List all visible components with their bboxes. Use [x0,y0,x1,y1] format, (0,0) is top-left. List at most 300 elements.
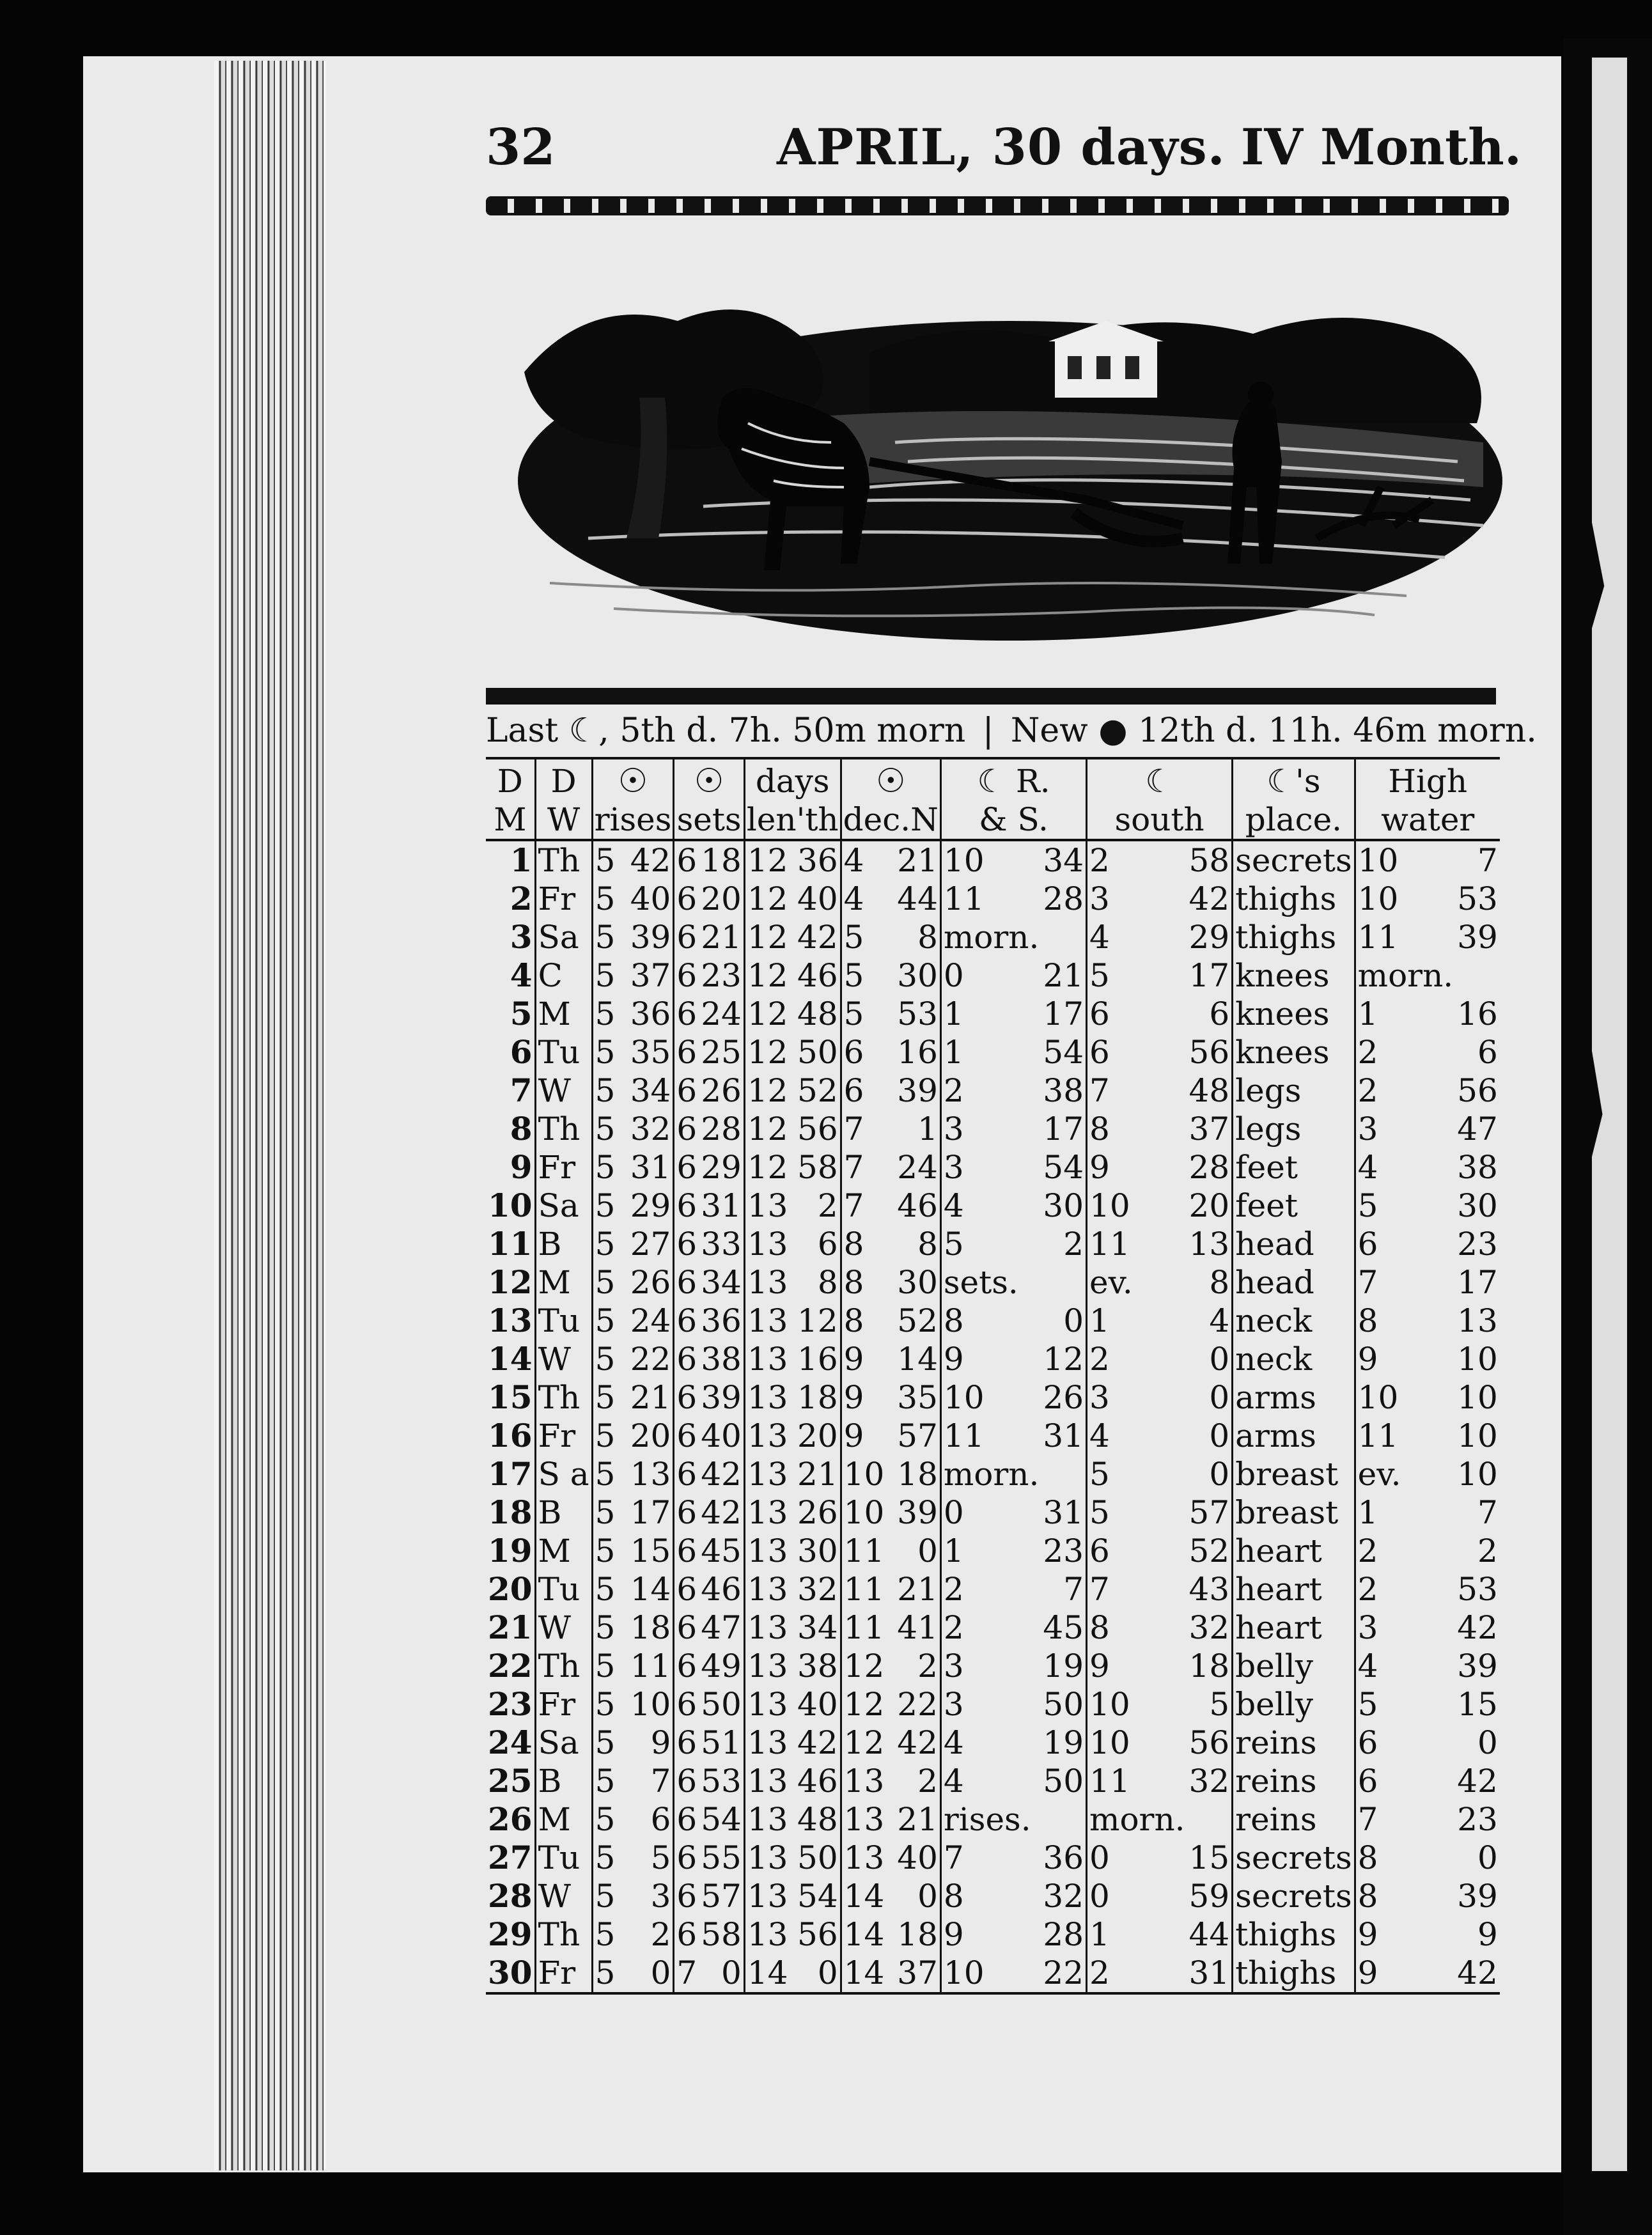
high-water-min-cell: 17 [1457,1264,1498,1301]
sun-rises-hour-cell: 5 [592,1187,622,1225]
moon-rs-hour-cell: 3 [940,1647,1041,1685]
moon-south-hour-cell: 2 [1087,1954,1187,1993]
sun-sets-min-cell: 55 [701,1839,742,1876]
day-of-month-cell: 12 [488,1263,533,1301]
day-of-month-cell: 13 [488,1302,533,1339]
moon-rs-hour-cell: 10 [940,840,1041,880]
day-length-hour-cell: 13 [744,1225,792,1263]
day-length-min-cell: 56 [797,1916,838,1953]
sun-dec-min-cell: 42 [897,1724,938,1761]
moon-place-cell: feet [1233,1148,1355,1187]
moon-rs-min-cell: 23 [1043,1532,1084,1569]
moon-rs-min-cell: 32 [1043,1878,1084,1915]
moon-rs-min-cell: 17 [1043,995,1084,1032]
day-of-month-cell: 27 [488,1839,533,1876]
day-length-min-cell: 50 [797,1034,838,1071]
sun-rises-hour-cell: 5 [592,1685,622,1724]
sun-sets-min-cell: 23 [701,957,742,994]
day-length-min-cell: 58 [797,1149,838,1186]
high-water-min-cell: 10 [1457,1456,1498,1493]
day-of-week-cell: Tu [535,1302,592,1340]
sun-sets-hour-cell: 6 [674,1493,699,1532]
day-length-hour-cell: 13 [744,1800,792,1839]
sun-rises-hour-cell: 5 [592,1915,622,1954]
high-water-min-cell: 42 [1457,1763,1498,1800]
sun-dec-min-cell: 18 [897,1916,938,1953]
day-length-min-cell: 48 [797,1801,838,1838]
high-water-hour-cell: 2 [1355,1071,1455,1110]
high-water-min-cell: 47 [1457,1110,1498,1148]
day-of-month-cell: 9 [510,1148,533,1186]
sun-sets-min-cell: 39 [701,1379,742,1416]
moon-rs-min-cell: 21 [1043,957,1084,994]
moon-south-min-cell: 17 [1188,957,1230,994]
high-water-hour-cell: 3 [1355,1110,1455,1148]
sun-sets-hour-cell: 6 [674,1915,699,1954]
sun-dec-min-cell: 0 [917,1878,938,1915]
day-length-hour-cell: 13 [744,1724,792,1762]
sun-rises-hour-cell: 5 [592,880,622,918]
col-moon-south-head: ☾ [1087,758,1233,800]
sun-dec-min-cell: 30 [897,1264,938,1301]
sun-sets-hour-cell: 6 [674,1800,699,1839]
moon-rs-min-cell: 26 [1043,1379,1084,1416]
moon-south-min-cell: 8 [1209,1264,1230,1301]
moon-south-min-cell: 56 [1188,1724,1230,1761]
sun-rises-hour-cell: 5 [592,995,622,1033]
table-row [486,1378,1500,1417]
moon-place-cell: arms [1233,1378,1355,1417]
moon-rs-hour-cell: 2 [940,1570,1041,1608]
sun-rises-min-cell: 39 [630,919,671,956]
day-of-week-cell: Th [535,1915,592,1954]
moon-rs-min-cell: 7 [1063,1571,1084,1608]
moon-rs-hour-cell: rises. [940,1800,1041,1839]
moon-south-hour-cell: 11 [1087,1762,1187,1800]
high-water-min-cell: 39 [1457,1647,1498,1685]
sun-dec-min-cell: 8 [917,919,938,956]
moon-rs-hour-cell: 5 [940,1225,1041,1263]
table-row [486,918,1500,956]
day-length-min-cell: 40 [797,880,838,917]
moon-south-min-cell: 29 [1188,919,1230,956]
moon-rs-min-cell: 30 [1043,1187,1084,1224]
sun-rises-min-cell: 34 [630,1072,671,1109]
sun-sets-hour-cell: 6 [674,1685,699,1724]
sun-dec-min-cell: 16 [897,1034,938,1071]
sun-sets-min-cell: 38 [701,1341,742,1378]
high-water-hour-cell: 6 [1355,1724,1455,1762]
moon-rs-min-cell: 19 [1043,1647,1084,1685]
moon-place-cell: thighs [1233,1915,1355,1954]
col-dm-sub: M [486,800,535,840]
moon-place-cell: knees [1233,1033,1355,1071]
sun-sets-hour-cell: 6 [674,995,699,1033]
moon-south-hour-cell: 0 [1087,1877,1187,1915]
moon-place-cell: neck [1233,1340,1355,1378]
sun-dec-deg-cell: 14 [841,1954,888,1993]
sun-dec-min-cell: 14 [897,1341,938,1378]
sun-dec-min-cell: 30 [897,957,938,994]
moon-rs-min-cell [1041,918,1086,956]
sun-dec-min-cell: 52 [897,1302,938,1339]
sun-dec-deg-cell: 6 [841,1071,888,1110]
day-of-month-cell: 10 [488,1187,533,1224]
sun-rises-min-cell: 37 [630,957,671,994]
high-water-hour-cell: 10 [1355,880,1455,918]
moon-rs-min-cell: 17 [1043,1110,1084,1148]
col-high-water-sub: water [1355,800,1500,840]
table-row [486,1724,1500,1762]
day-of-week-cell: S a [535,1455,592,1493]
sun-dec-deg-cell: 8 [841,1302,888,1340]
day-length-hour-cell: 12 [744,840,792,880]
day-of-week-cell: B [535,1493,592,1532]
sun-sets-hour-cell: 6 [674,1187,699,1225]
moon-rs-hour-cell: 1 [940,995,1041,1033]
day-of-week-cell: Th [535,1378,592,1417]
sun-dec-min-cell: 46 [897,1187,938,1224]
day-of-week-cell: Fr [535,1954,592,1993]
day-length-min-cell: 46 [797,957,838,994]
high-water-min-cell: 38 [1457,1149,1498,1186]
day-of-week-cell: Th [535,840,592,880]
table-row [486,1877,1500,1915]
moon-south-hour-cell: ev. [1087,1263,1187,1302]
moon-place-cell: secrets [1233,1877,1355,1915]
day-length-hour-cell: 13 [744,1340,792,1378]
day-of-week-cell: Tu [535,1033,592,1071]
sun-sets-min-cell: 51 [701,1724,742,1761]
sun-sets-min-cell: 28 [701,1110,742,1148]
high-water-min-cell: 7 [1477,1494,1498,1531]
sun-sets-hour-cell: 6 [674,1071,699,1110]
moon-south-min-cell: 0 [1209,1417,1230,1454]
day-length-min-cell: 42 [797,919,838,956]
moon-rs-hour-cell: 9 [940,1915,1041,1954]
sun-sets-hour-cell: 6 [674,1148,699,1187]
moon-place-cell: thighs [1233,880,1355,918]
day-of-week-cell: Fr [535,1148,592,1187]
sun-rises-min-cell: 15 [630,1532,671,1569]
table-row [486,1071,1500,1110]
high-water-hour-cell: 1 [1355,995,1455,1033]
sun-rises-hour-cell: 5 [592,1302,622,1340]
sun-dec-min-cell: 1 [917,1110,938,1148]
moon-south-min-cell: 31 [1188,1954,1230,1991]
day-length-hour-cell: 13 [744,1417,792,1455]
high-water-hour-cell: ev. [1355,1455,1455,1493]
high-water-hour-cell: 9 [1355,1915,1455,1954]
day-length-hour-cell: 13 [744,1877,792,1915]
day-length-min-cell: 26 [797,1494,838,1531]
sun-dec-min-cell: 40 [897,1839,938,1876]
high-water-min-cell: 23 [1457,1801,1498,1838]
day-of-month-cell: 11 [488,1225,533,1263]
sun-dec-deg-cell: 9 [841,1417,888,1455]
table-row [486,1608,1500,1647]
moon-place-cell: heart [1233,1570,1355,1608]
day-of-month-cell: 1 [510,841,533,879]
moon-south-hour-cell: 3 [1087,1378,1187,1417]
table-row [486,1302,1500,1340]
day-of-week-cell: B [535,1762,592,1800]
day-of-month-cell: 7 [510,1071,533,1109]
moon-south-hour-cell: 6 [1087,995,1187,1033]
high-water-min-cell: 53 [1457,1571,1498,1608]
moon-place-cell: head [1233,1263,1355,1302]
sun-dec-deg-cell: 6 [841,1033,888,1071]
col-dm-head: D [497,763,523,800]
high-water-min-cell: 16 [1457,995,1498,1032]
sun-sets-min-cell: 45 [701,1532,742,1569]
new-moon-note: New ● 12th d. 11h. 46m morn. [1010,712,1537,750]
high-water-hour-cell: 10 [1355,840,1455,880]
table-row [486,1493,1500,1532]
table-header-row-2 [486,800,1500,840]
sun-sets-min-cell: 24 [701,995,742,1032]
table-row [486,1762,1500,1800]
sun-dec-deg-cell: 13 [841,1762,888,1800]
moon-rs-min-cell: 2 [1063,1226,1084,1263]
sun-sets-min-cell: 0 [721,1954,742,1991]
sun-sets-hour-cell: 6 [674,1877,699,1915]
moon-rs-hour-cell: 8 [940,1877,1041,1915]
table-row [486,1532,1500,1570]
moon-south-min-cell: 15 [1188,1839,1230,1876]
sun-sets-hour-cell: 6 [674,1302,699,1340]
sun-dec-deg-cell: 7 [841,1187,888,1225]
high-water-min-cell: 6 [1477,1034,1498,1071]
moon-south-hour-cell: 0 [1087,1839,1187,1877]
moon-south-hour-cell: morn. [1087,1800,1187,1839]
day-of-week-cell: W [535,1340,592,1378]
moon-rs-min-cell: 36 [1043,1839,1084,1876]
moon-rs-hour-cell: 3 [940,1110,1041,1148]
sun-sets-min-cell: 25 [701,1034,742,1071]
moon-south-min-cell: 0 [1209,1456,1230,1493]
sun-rises-hour-cell: 5 [592,1417,622,1455]
day-length-hour-cell: 13 [744,1378,792,1417]
sun-dec-deg-cell: 14 [841,1877,888,1915]
day-of-month-cell: 3 [510,918,533,956]
moon-south-min-cell: 4 [1209,1302,1230,1339]
high-water-hour-cell: 6 [1355,1225,1455,1263]
sun-sets-hour-cell: 6 [674,1608,699,1647]
moon-rs-hour-cell: 3 [940,1148,1041,1187]
moon-place-cell: reins [1233,1762,1355,1800]
day-length-min-cell: 32 [797,1571,838,1608]
sun-dec-min-cell: 2 [917,1763,938,1800]
sun-dec-deg-cell: 10 [841,1493,888,1532]
ornamental-rule [486,196,1509,215]
high-water-hour-cell: morn. [1355,956,1455,995]
sun-dec-min-cell: 39 [897,1494,938,1531]
sun-rises-hour-cell: 5 [592,1455,622,1493]
sun-rises-min-cell: 3 [650,1878,671,1915]
sun-dec-deg-cell: 5 [841,995,888,1033]
sun-rises-min-cell: 11 [630,1647,671,1685]
sun-dec-deg-cell: 12 [841,1685,888,1724]
day-length-min-cell: 46 [797,1763,838,1800]
day-of-month-cell: 28 [488,1877,533,1915]
moon-rs-hour-cell: 1 [940,1033,1041,1071]
day-of-month-cell: 6 [510,1033,533,1071]
moon-south-min-cell: 59 [1188,1878,1230,1915]
day-length-hour-cell: 13 [744,1685,792,1724]
sun-sets-min-cell: 18 [701,842,742,879]
sun-dec-deg-cell: 11 [841,1608,888,1647]
moon-rs-min-cell: 50 [1043,1763,1084,1800]
sun-sets-hour-cell: 6 [674,918,699,956]
day-of-week-cell: Fr [535,1417,592,1455]
sun-dec-min-cell: 2 [917,1647,938,1685]
sun-rises-min-cell: 14 [630,1571,671,1608]
book-page-edges [214,61,326,2170]
moon-south-hour-cell: 4 [1087,918,1187,956]
sun-dec-min-cell: 21 [897,842,938,879]
sun-rises-min-cell: 27 [630,1226,671,1263]
moon-south-min-cell: 44 [1188,1916,1230,1953]
moon-place-cell: neck [1233,1302,1355,1340]
day-length-min-cell: 16 [797,1341,838,1378]
col-sun-sets-sub: sets [674,800,744,840]
moon-rs-min-cell: 28 [1043,1916,1084,1953]
moon-rs-min-cell: 31 [1043,1494,1084,1531]
col-moon-place-sub: place. [1233,800,1355,840]
day-length-hour-cell: 12 [744,1033,792,1071]
day-of-month-cell: 26 [488,1800,533,1838]
moon-rs-min-cell: 54 [1043,1149,1084,1186]
sun-dec-deg-cell: 12 [841,1647,888,1685]
sun-sets-hour-cell: 7 [674,1954,699,1993]
high-water-hour-cell: 2 [1355,1532,1455,1570]
sun-dec-min-cell: 44 [897,880,938,917]
day-length-min-cell: 8 [817,1264,838,1301]
sun-dec-min-cell: 8 [917,1226,938,1263]
page-title: APRIL, 30 days. [777,118,1226,176]
day-length-hour-cell: 13 [744,1263,792,1302]
day-length-min-cell: 56 [797,1110,838,1148]
table-row [486,1033,1500,1071]
moon-rs-min-cell [1041,1263,1086,1302]
moon-rs-hour-cell: 10 [940,1954,1041,1993]
day-of-week-cell: Sa [535,1724,592,1762]
sun-rises-min-cell: 2 [650,1916,671,1953]
day-of-week-cell: Th [535,1647,592,1685]
day-length-hour-cell: 13 [744,1570,792,1608]
moon-south-hour-cell: 8 [1087,1110,1187,1148]
moon-south-hour-cell: 6 [1087,1033,1187,1071]
day-length-min-cell: 54 [797,1878,838,1915]
table-row [486,1685,1500,1724]
moon-rs-hour-cell: 3 [940,1685,1041,1724]
sun-rises-hour-cell: 5 [592,1225,622,1263]
day-of-month-cell: 8 [510,1110,533,1148]
high-water-min-cell: 42 [1457,1609,1498,1646]
sun-rises-hour-cell: 5 [592,840,622,880]
day-of-month-cell: 20 [488,1570,533,1608]
moon-place-cell: breast [1233,1455,1355,1493]
high-water-hour-cell: 4 [1355,1647,1455,1685]
table-row [486,1800,1500,1839]
day-of-week-cell: Fr [535,1685,592,1724]
day-length-hour-cell: 12 [744,918,792,956]
sun-dec-min-cell: 18 [897,1456,938,1493]
high-water-hour-cell: 8 [1355,1839,1455,1877]
sun-dec-min-cell: 41 [897,1609,938,1646]
moon-rs-hour-cell: 0 [940,956,1041,995]
sun-sets-min-cell: 20 [701,880,742,917]
day-length-hour-cell: 13 [744,1762,792,1800]
day-of-week-cell: Tu [535,1570,592,1608]
moon-place-cell: arms [1233,1417,1355,1455]
day-length-min-cell: 18 [797,1379,838,1416]
high-water-hour-cell: 3 [1355,1608,1455,1647]
sun-dec-min-cell: 53 [897,995,938,1032]
day-length-min-cell: 42 [797,1724,838,1761]
sun-rises-hour-cell: 5 [592,1033,622,1071]
high-water-min-cell: 9 [1477,1916,1498,1953]
sun-dec-deg-cell: 13 [841,1800,888,1839]
month-label: IV Month. [1240,118,1522,176]
sun-dec-min-cell: 21 [897,1801,938,1838]
moon-south-min-cell: 48 [1188,1072,1230,1109]
sun-rises-hour-cell: 5 [592,1724,622,1762]
col-moon-rs-head: ☾ R. [940,758,1086,800]
day-of-week-cell: M [535,1800,592,1839]
sun-dec-deg-cell: 11 [841,1570,888,1608]
moon-south-min-cell: 32 [1188,1763,1230,1800]
moon-rs-hour-cell: 7 [940,1839,1041,1877]
moon-rs-hour-cell: sets. [940,1263,1041,1302]
day-of-month-cell: 30 [488,1954,533,1991]
day-of-week-cell: Sa [535,918,592,956]
sun-rises-min-cell: 0 [650,1954,671,1991]
day-length-min-cell: 12 [797,1302,838,1339]
day-length-hour-cell: 13 [744,1647,792,1685]
phase-separator: | [982,712,994,750]
moon-south-min-cell: 42 [1188,880,1230,917]
high-water-hour-cell: 7 [1355,1800,1455,1839]
moon-place-cell: heart [1233,1608,1355,1647]
col-days-length-head: days [744,758,841,800]
moon-rs-hour-cell: 4 [940,1187,1041,1225]
sun-dec-deg-cell: 9 [841,1378,888,1417]
moon-rs-hour-cell: 0 [940,1493,1041,1532]
high-water-min-cell: 39 [1457,1878,1498,1915]
moon-rs-hour-cell: 1 [940,1532,1041,1570]
sun-dec-deg-cell: 12 [841,1724,888,1762]
table-row [486,1915,1500,1954]
moon-place-cell: thighs [1233,1954,1355,1993]
day-of-month-cell: 4 [510,956,533,994]
day-length-hour-cell: 12 [744,880,792,918]
moon-rs-hour-cell: 8 [940,1302,1041,1340]
moon-south-hour-cell: 10 [1087,1724,1187,1762]
sun-rises-hour-cell: 5 [592,1954,622,1993]
moon-place-cell: knees [1233,956,1355,995]
moon-south-hour-cell: 10 [1087,1187,1187,1225]
sun-sets-hour-cell: 6 [674,1263,699,1302]
moon-rs-hour-cell: 4 [940,1762,1041,1800]
sun-sets-hour-cell: 6 [674,1532,699,1570]
sun-sets-hour-cell: 6 [674,1417,699,1455]
sun-sets-hour-cell: 6 [674,956,699,995]
day-length-hour-cell: 13 [744,1839,792,1877]
moon-place-cell: legs [1233,1071,1355,1110]
sun-rises-min-cell: 35 [630,1034,671,1071]
